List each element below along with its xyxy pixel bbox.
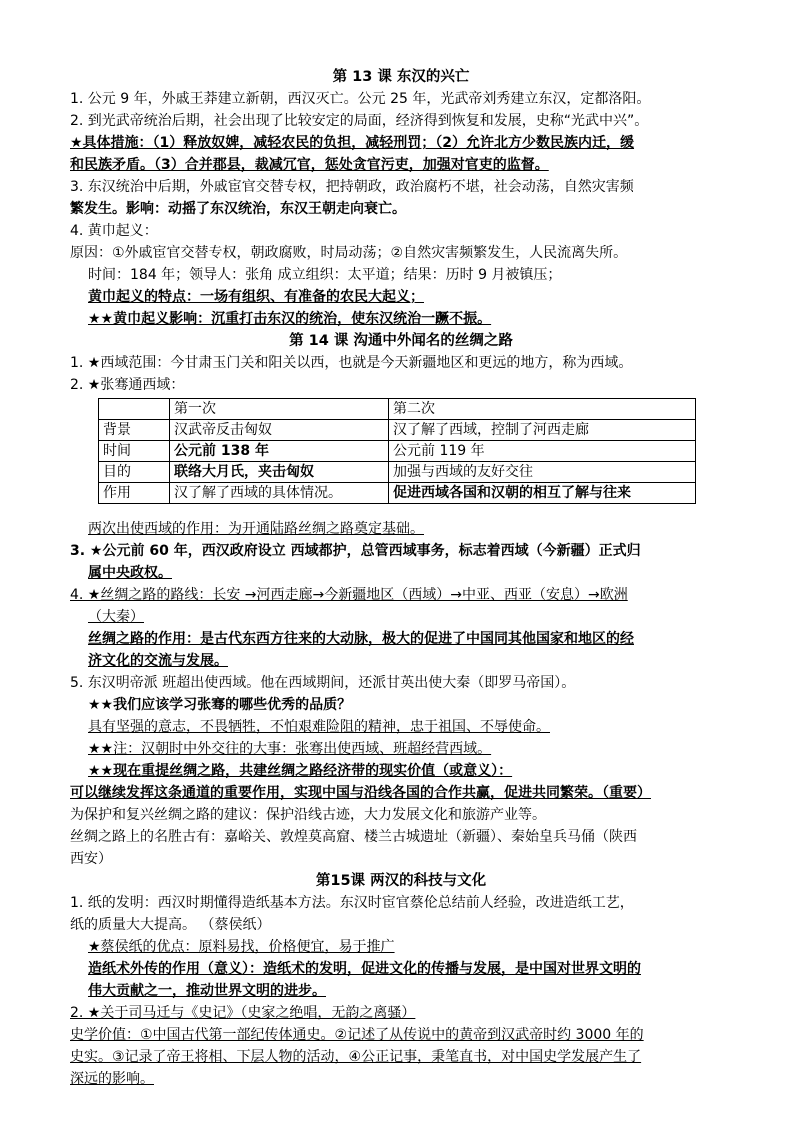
- table-row: [99, 483, 696, 504]
- l13-uprising-impact: ★★黄巾起义影响：沉重打击东汉的统治，使东汉统治一蹶不振。: [88, 311, 492, 327]
- table-cell: [99, 399, 170, 420]
- l13-point-3-line-2: 繁发生。影响：动摇了东汉统治，东汉王朝走向衰亡。: [70, 201, 406, 217]
- l14-sites-line-2: 西安）: [70, 851, 112, 867]
- lesson-14-title: 第 14 课 沟通中外闻名的丝绸之路: [289, 333, 513, 349]
- lesson-13-title: 第 13 课 东汉的兴亡: [332, 69, 470, 85]
- l13-measures-line-2: 和民族矛盾。（3）合并郡县，裁减冗官，惩处贪官污吏，加强对官吏的监督。: [70, 157, 549, 173]
- table-header-cell: 第二次: [389, 399, 696, 420]
- l14-point-1: 1. ★西域范围：今甘肃玉门关和阳关以西，也就是今天新疆地区和更远的地方，称为西域。: [70, 355, 633, 371]
- table-cell: 加强与西域的友好交往: [389, 462, 696, 483]
- table-cell: 汉武帝反击匈奴: [170, 420, 389, 441]
- l13-point-3-line-1: 3. 东汉统治中后期，外戚宦官交替专权，把持朝政，政治腐朽不堪，社会动荡，自然灾害频: [70, 179, 634, 195]
- l13-measures-line-1: ★具体措施：（1）释放奴婢，减轻农民的负担，减轻刑罚；（2）允许北方少数民族内迁，缓: [70, 135, 635, 151]
- table-cell: 公元前 138 年: [170, 441, 389, 462]
- l15-paper-spread-line-1: 造纸术外传的作用（意义）：造纸术的发明，促进文化的传播与发展，是中国对世界文明的: [88, 961, 641, 977]
- table-cell: 促进西域各国和汉朝的相互了解与往来: [389, 483, 696, 504]
- l14-route-role-line-2: 济文化的交流与发展。: [88, 653, 228, 669]
- l14-answer: 具有坚强的意志，不畏牺牲，不怕艰难险阻的精神，忠于祖国、不辱使命。: [88, 719, 550, 735]
- l15-paper-line-1: 1. 纸的发明：西汉时期懂得造纸基本方法。东汉时宦官蔡伦总结前人经验，改进造纸工艺，: [70, 895, 634, 911]
- l15-paper-line-2: 纸的质量大大提高。 （蔡侯纸）: [70, 917, 271, 933]
- table-row-label: 目的: [99, 462, 170, 483]
- table-cell: 联络大月氏，夹击匈奴: [170, 462, 389, 483]
- l13-uprising-feature: 黄巾起义的特点：一场有组织、有准备的农民大起义；: [88, 289, 424, 305]
- spacer: [70, 504, 732, 518]
- table-cell: 汉了解了西域的具体情况。: [170, 483, 389, 504]
- l14-sites-line-1: 丝绸之路上的名胜古有：嘉峪关、敦煌莫高窟、楼兰古城遗址（新疆）、秦始皇兵马俑（陕西: [70, 829, 637, 845]
- l14-route-line-1: 4. ★丝绸之路的路线：长安 →河西走廊→今新疆地区（西域）→中亚、西亚（安息）→欧洲: [70, 587, 628, 603]
- table-cell: 汉了解了西域，控制了河西走廊: [389, 420, 696, 441]
- table-cell: 公元前 119 年: [389, 441, 696, 462]
- l13-point-2: 2. 到光武帝统治后期，社会出现了比较安定的局面，经济得到恢复和发展，史称“光武中兴”。: [70, 113, 649, 129]
- l14-modern-value-question: ★★现在重提丝绸之路，共建丝绸之路经济带的现实价值（或意义）：: [88, 763, 513, 779]
- l14-route-line-2: （大秦）: [88, 609, 144, 625]
- l13-point-4: 4. 黄巾起义：: [70, 223, 158, 239]
- lesson-15-title: 第15课 两汉的科技与文化: [315, 873, 487, 889]
- l14-question: ★★我们应该学习张骞的哪些优秀的品质？: [88, 697, 352, 713]
- l13-uprising-facts: 时间：184 年；领导人：张角 成立组织：太平道；结果：历时 9 月被镇压；: [88, 267, 562, 283]
- l14-missions-role: 两次出使西域的作用：为开通陆路丝绸之路奠定基础。: [88, 521, 424, 537]
- table-row: [99, 441, 696, 462]
- table-row: [99, 420, 696, 441]
- l14-route-role-line-1: 丝绸之路的作用：是古代东西方往来的大动脉，极大的促进了中国同其他国家和地区的经: [88, 631, 634, 647]
- l14-modern-value-answer: 可以继续发挥这条通道的重要作用，实现中国与沿线各国的合作共赢，促进共同繁荣。（重要）: [70, 785, 651, 801]
- table-row-label: 时间: [99, 441, 170, 462]
- table-row-label: 背景: [99, 420, 170, 441]
- l14-point-3-line-1: 3. ★公元前 60 年，西汉政府设立 西域都护，总管西域事务，标志着西域（今新疆）正式归: [70, 543, 641, 559]
- l13-uprising-causes: 原因：①外戚宦官交替专权，朝政腐败，时局动荡；②自然灾害频繁发生，人民流离失所。: [70, 245, 628, 261]
- table-header-cell: 第一次: [170, 399, 389, 420]
- document-page: [70, 66, 732, 1090]
- l14-point-3-line-2: 属中央政权。: [88, 565, 172, 581]
- table-row: [99, 462, 696, 483]
- table-header-row: [99, 399, 696, 420]
- l15-shiji-value-line-3: 深远的影响。: [70, 1071, 154, 1087]
- l15-paper-spread-line-2: 伟大贡献之一，推动世界文明的进步。: [88, 983, 326, 999]
- l15-shiji-value-line-1: 史学价值：①中国古代第一部纪传体通史。②记述了从传说中的黄帝到汉武帝时约 3000 年的: [70, 1027, 644, 1043]
- l14-suggestion: 为保护和复兴丝绸之路的建议：保护沿线古迹，大力发展文化和旅游产业等。: [70, 807, 546, 823]
- table-row-label: 作用: [99, 483, 170, 504]
- l14-note: ★★注：汉朝时中外交往的大事：张骞出使西域、班超经营西域。: [88, 741, 492, 757]
- l14-point-2: 2. ★张骞通西域：: [70, 377, 185, 393]
- l15-paper-advantages: ★蔡侯纸的优点：原料易找，价格便宜，易于推广: [88, 939, 395, 955]
- l13-point-1: 1. 公元 9 年，外戚王莽建立新朝，西汉灭亡。公元 25 年，光武帝刘秀建立东汉，定都洛阳。: [70, 91, 651, 107]
- l14-point-5: 5. 东汉明帝派 班超出使西域。他在西域期间，还派甘英出使大秦（即罗马帝国）。: [70, 675, 576, 691]
- zhang-qian-table: [98, 398, 696, 504]
- l15-shiji-value-line-2: 史实。③记录了帝王将相、下层人物的活动，④公正记事，秉笔直书，对中国史学发展产生了: [70, 1049, 642, 1065]
- l15-shiji-title: 2. ★关于司马迁与《史记》（史家之绝唱，无韵之离骚）: [70, 1005, 416, 1021]
